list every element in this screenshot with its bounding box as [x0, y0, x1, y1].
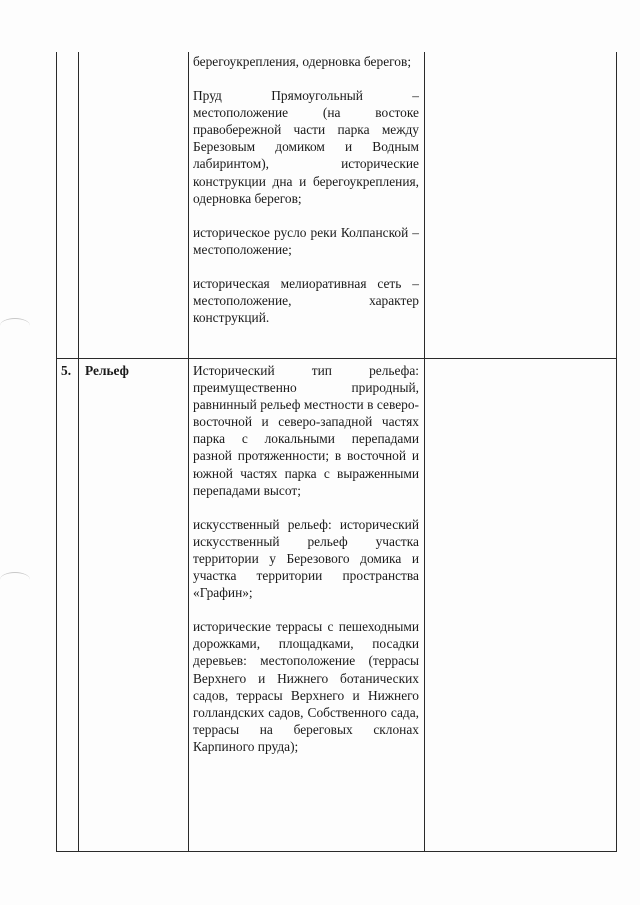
table-row-divider: [56, 358, 617, 359]
cell-paragraph: Пруд Прямоугольный – местоположение (на востоке правобережной части парка между Березовым домиком и Водным лабиринтом), исторические конструкции дна и берегоукрепления, одерновка берегов;: [193, 88, 419, 206]
cell-paragraph: историческое русло реки Колпанской – местоположение;: [193, 224, 419, 257]
punch-hole-mark: [0, 318, 30, 333]
cell-paragraph: Исторический тип рельефа: преимущественно природный, равнинный рельеф местности в северо-восточной и северо-западной частях парка с локальными перепадами разной протяженности; в восточной и южной частях парка с выраженными перепадами высот;: [193, 363, 419, 498]
cell-paragraph: искусственный рельеф: исторический искусственный рельеф участка территории у Березового домика и участка территории пространства «Графин»;: [193, 516, 419, 601]
table-divider-col2: [188, 52, 189, 852]
table-divider-col3: [424, 52, 425, 852]
table-cell-water-features: [193, 53, 419, 326]
row-number: 5.: [61, 363, 72, 378]
table-divider-col1: [78, 52, 79, 852]
table-cell-relief-description: [193, 362, 419, 755]
cell-paragraph: берегоукрепления, одерновка берегов;: [193, 54, 412, 69]
cell-paragraph: историческая мелиоративная сеть – местоположение, характер конструкций.: [193, 275, 419, 326]
table-border-left: [56, 52, 57, 852]
table-border-right: [616, 52, 617, 852]
row-title: Рельеф: [85, 363, 129, 378]
table-border-bottom: [56, 851, 617, 852]
cell-paragraph: исторические террасы с пешеходными дорожками, площадками, посадки деревьев: местоположение (террасы Верхнего и Нижнего ботанических садов, террасы Верхнего и Нижнего голландских садов, Собственного сада, террасы на береговых склонах Карпиного пруда);: [193, 619, 419, 754]
punch-hole-mark: [0, 572, 30, 587]
